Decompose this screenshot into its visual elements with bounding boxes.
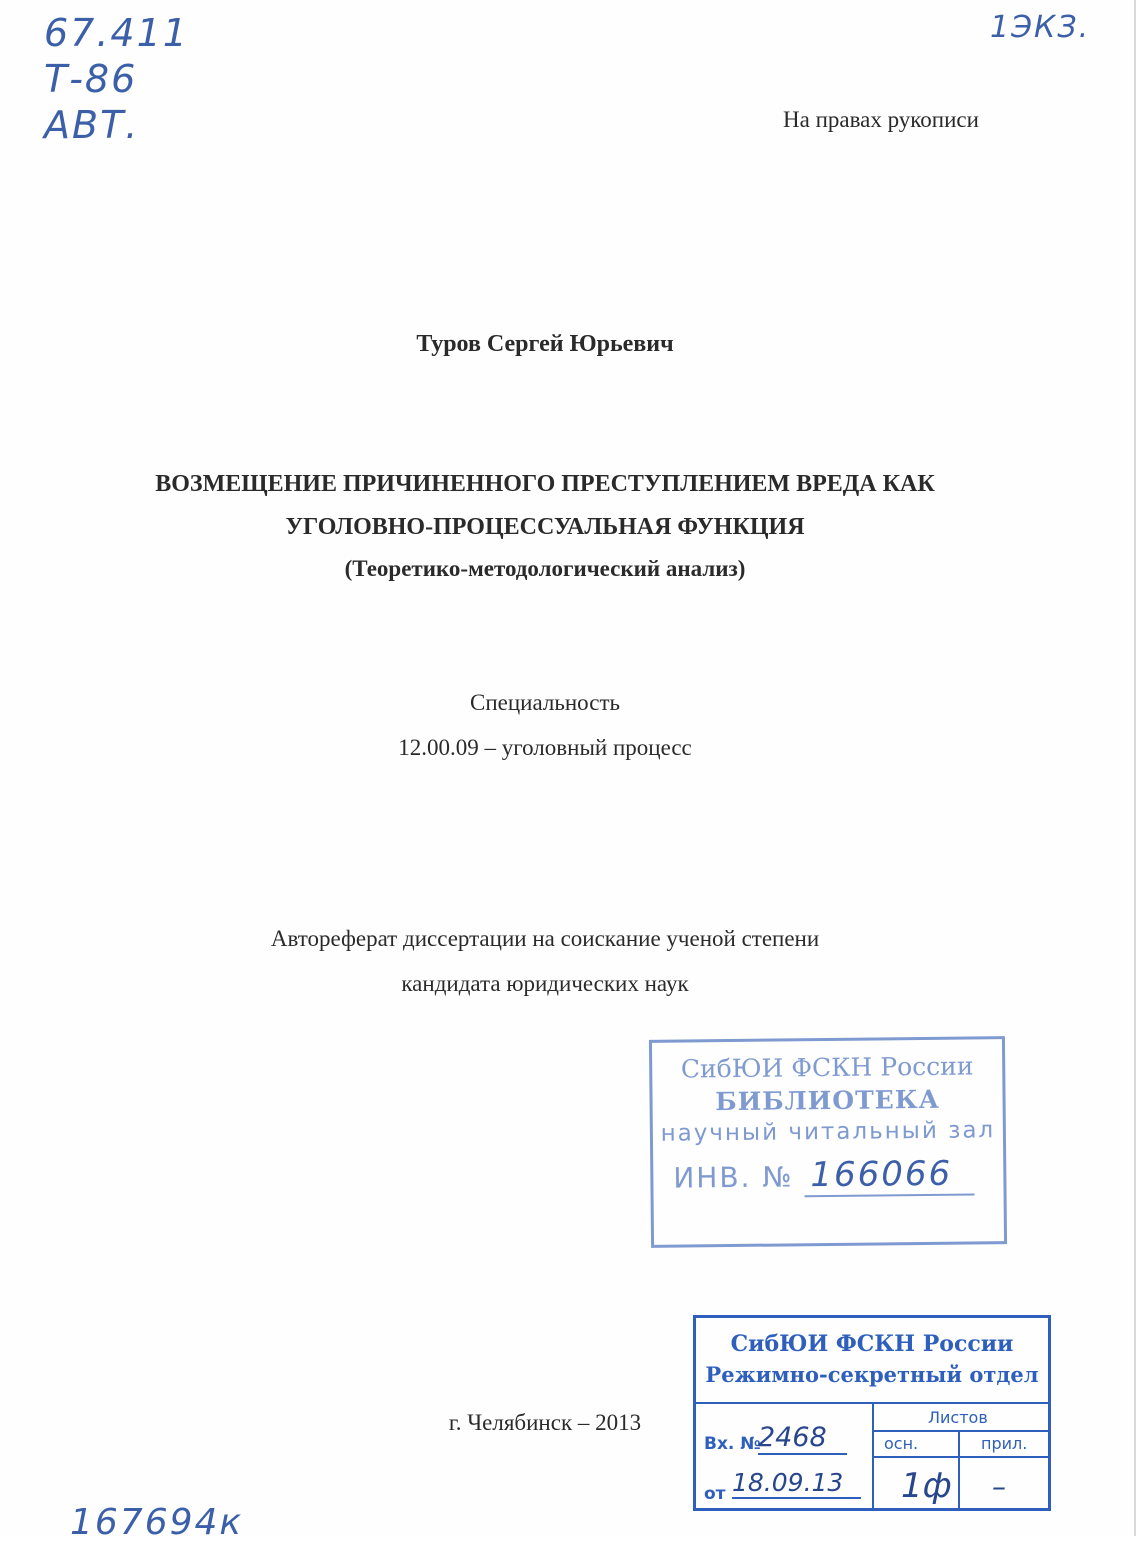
appendix-sheets-label: прил. <box>981 1434 1028 1453</box>
title-line-1: ВОЗМЕЩЕНИЕ ПРИЧИНЕННОГО ПРЕСТУПЛЕНИЕМ ВРЕДА КАК <box>155 471 935 497</box>
dissertation-title <box>0 463 1090 549</box>
library-stamp-hall: научный читальный зал <box>660 1117 996 1147</box>
secret-stamp-institution: СибЮИ ФСКН России <box>730 1331 1014 1357</box>
handwritten-library-code <box>44 10 189 148</box>
secret-stamp-grid <box>696 1402 1048 1510</box>
incoming-date: 18.09.13 <box>732 1468 861 1499</box>
appendix-sheets-count: – <box>992 1470 1006 1503</box>
secret-stamp-department: Режимно-секретный отдел <box>705 1362 1039 1387</box>
library-code-line-3: АВТ. <box>44 103 140 147</box>
rights-note: На правах рукописи <box>783 107 979 132</box>
title-line-2: УГОЛОВНО-ПРОЦЕССУАЛЬНАЯ ФУНКЦИЯ <box>285 514 805 540</box>
library-code-line-1: 67.411 <box>44 11 189 55</box>
specialty-label: Специальность <box>470 690 620 715</box>
secret-department-stamp <box>693 1315 1051 1511</box>
sheets-label: Листов <box>928 1408 988 1427</box>
handwritten-copies-note: 1ЭКЗ. <box>990 10 1091 45</box>
library-stamp <box>649 1036 1007 1248</box>
incoming-number-label: Вх. № <box>704 1434 761 1454</box>
grid-divider <box>872 1430 1048 1432</box>
library-stamp-institution: СибЮИ ФСКН России <box>680 1051 974 1084</box>
inventory-label: ИНВ. № <box>673 1160 794 1195</box>
library-stamp-library: БИБЛИОТЕКА <box>715 1084 941 1117</box>
incoming-number: 2468 <box>758 1422 847 1455</box>
abstract-line-1: Автореферат диссертации на соискание ученой степени <box>270 926 820 951</box>
inventory-number: 166066 <box>804 1153 974 1197</box>
library-stamp-inventory <box>653 1153 1003 1199</box>
author-name: Туров Сергей Юрьевич <box>416 331 674 357</box>
grid-divider <box>872 1456 1048 1458</box>
date-label: от <box>704 1484 726 1504</box>
library-code-line-2: Т-86 <box>44 57 138 101</box>
specialty-code: 12.00.09 – уголовный процесс <box>398 735 692 760</box>
main-sheets-label: осн. <box>884 1434 919 1453</box>
abstract-description <box>0 916 1090 1006</box>
handwritten-bottom-number: 167694к <box>70 1502 244 1543</box>
grid-divider <box>958 1430 960 1510</box>
abstract-line-2: кандидата юридических наук <box>401 971 689 996</box>
dissertation-subtitle: (Теоретико-методологический анализ) <box>344 556 746 581</box>
main-sheets-count: 1ф <box>901 1466 952 1506</box>
city-year: г. Челябинск – 2013 <box>448 1410 642 1435</box>
